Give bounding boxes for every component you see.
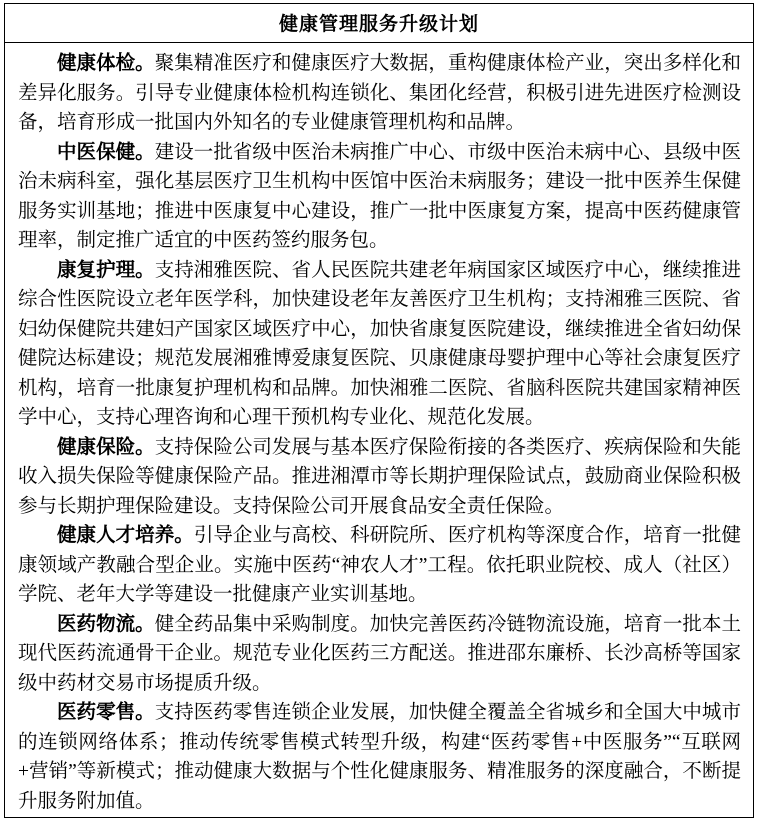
section-text: 支持湘雅医院、省人民医院共建老年病国家区域医疗中心，继续推进综合性医院设立老年医学科，加快建设老年友善医疗卫生机构；支持湘雅三医院、省妇幼保健院共建妇产国家区域医疗中心，加快省康复医院建设，继续推进全省妇幼保健院达标建设；规范发展湘雅博爱康复医院、贝康健康母婴护理中心等社会康复医疗机构，培育一批康复护理机构和品牌。加快湘雅二医院、省脑科医院共建国家精神医学中心，支持心理咨询和心理干预机构专业化、规范化发展。	[18, 259, 741, 428]
section-paragraph	[18, 433, 741, 522]
section-text: 支持医药零售连锁企业发展，加快健全覆盖全省城乡和全国大中城市的连锁网络体系；推动传统零售模式转型升级，构建“医药零售+中医服务”“互联网+营销”等新模式；推动健康大数据与个性化健康服务、精准服务的深度融合，不断提升服务附加值。	[18, 702, 741, 812]
document-body	[5, 43, 753, 817]
section-paragraph	[18, 698, 741, 816]
document-title-row	[5, 4, 753, 43]
section-label: 健康保险。	[57, 435, 155, 458]
section-paragraph	[18, 49, 741, 138]
section-paragraph	[18, 610, 741, 699]
section-label: 医药物流。	[57, 612, 155, 635]
section-text: 引导企业与高校、科研院所、医疗机构等深度合作，培育一批健康领域产教融合型企业。实施中医药“神农人才”工程。依托职业院校、成人（社区）学院、老年大学等建设一批健康产业实训基地。	[18, 525, 741, 605]
section-paragraph	[18, 521, 741, 610]
section-text: 支持保险公司发展与基本医疗保险衔接的各类医疗、疾病保险和失能收入损失保险等健康保险产品。推进湘潭市等长期护理保险试点，鼓励商业保险积极参与长期护理保险建设。支持保险公司开展食品安全责任保险。	[18, 436, 741, 517]
section-paragraph	[18, 256, 741, 433]
section-label: 医药零售。	[57, 701, 155, 723]
document-title: 健康管理服务升级计划	[278, 14, 479, 35]
section-paragraph	[18, 138, 741, 256]
section-label: 健康人才培养。	[57, 524, 194, 546]
section-label: 健康体检。	[57, 52, 155, 74]
section-text: 健全药品集中采购制度。加快完善医药冷链物流设施，培育一批本土现代医药流通骨干企业。规范专业化医药三方配送。推进邵东廉桥、长沙高桥等国家级中药材交易市场提质升级。	[18, 613, 741, 694]
section-text: 聚集精准医疗和健康医疗大数据，重构健康体检产业，突出多样化和差异化服务。引导专业健康体检机构连锁化、集团化经营，积极引进先进医疗检测设备，培育形成一批国内外知名的专业健康管理机构和品牌。	[18, 53, 741, 133]
section-label: 中医保健。	[57, 140, 155, 163]
section-text: 建设一批省级中医治未病推广中心、市级中医治未病中心、县级中医治未病科室，强化基层医疗卫生机构中医馆中医治未病服务；建设一批中医养生保健服务实训基地；推进中医康复中心建设，推广一批中医康复方案，提高中医药健康管理率，制定推广适宜的中医药签约服务包。	[18, 141, 741, 251]
section-label: 康复护理。	[57, 258, 155, 281]
document-table	[4, 3, 754, 818]
